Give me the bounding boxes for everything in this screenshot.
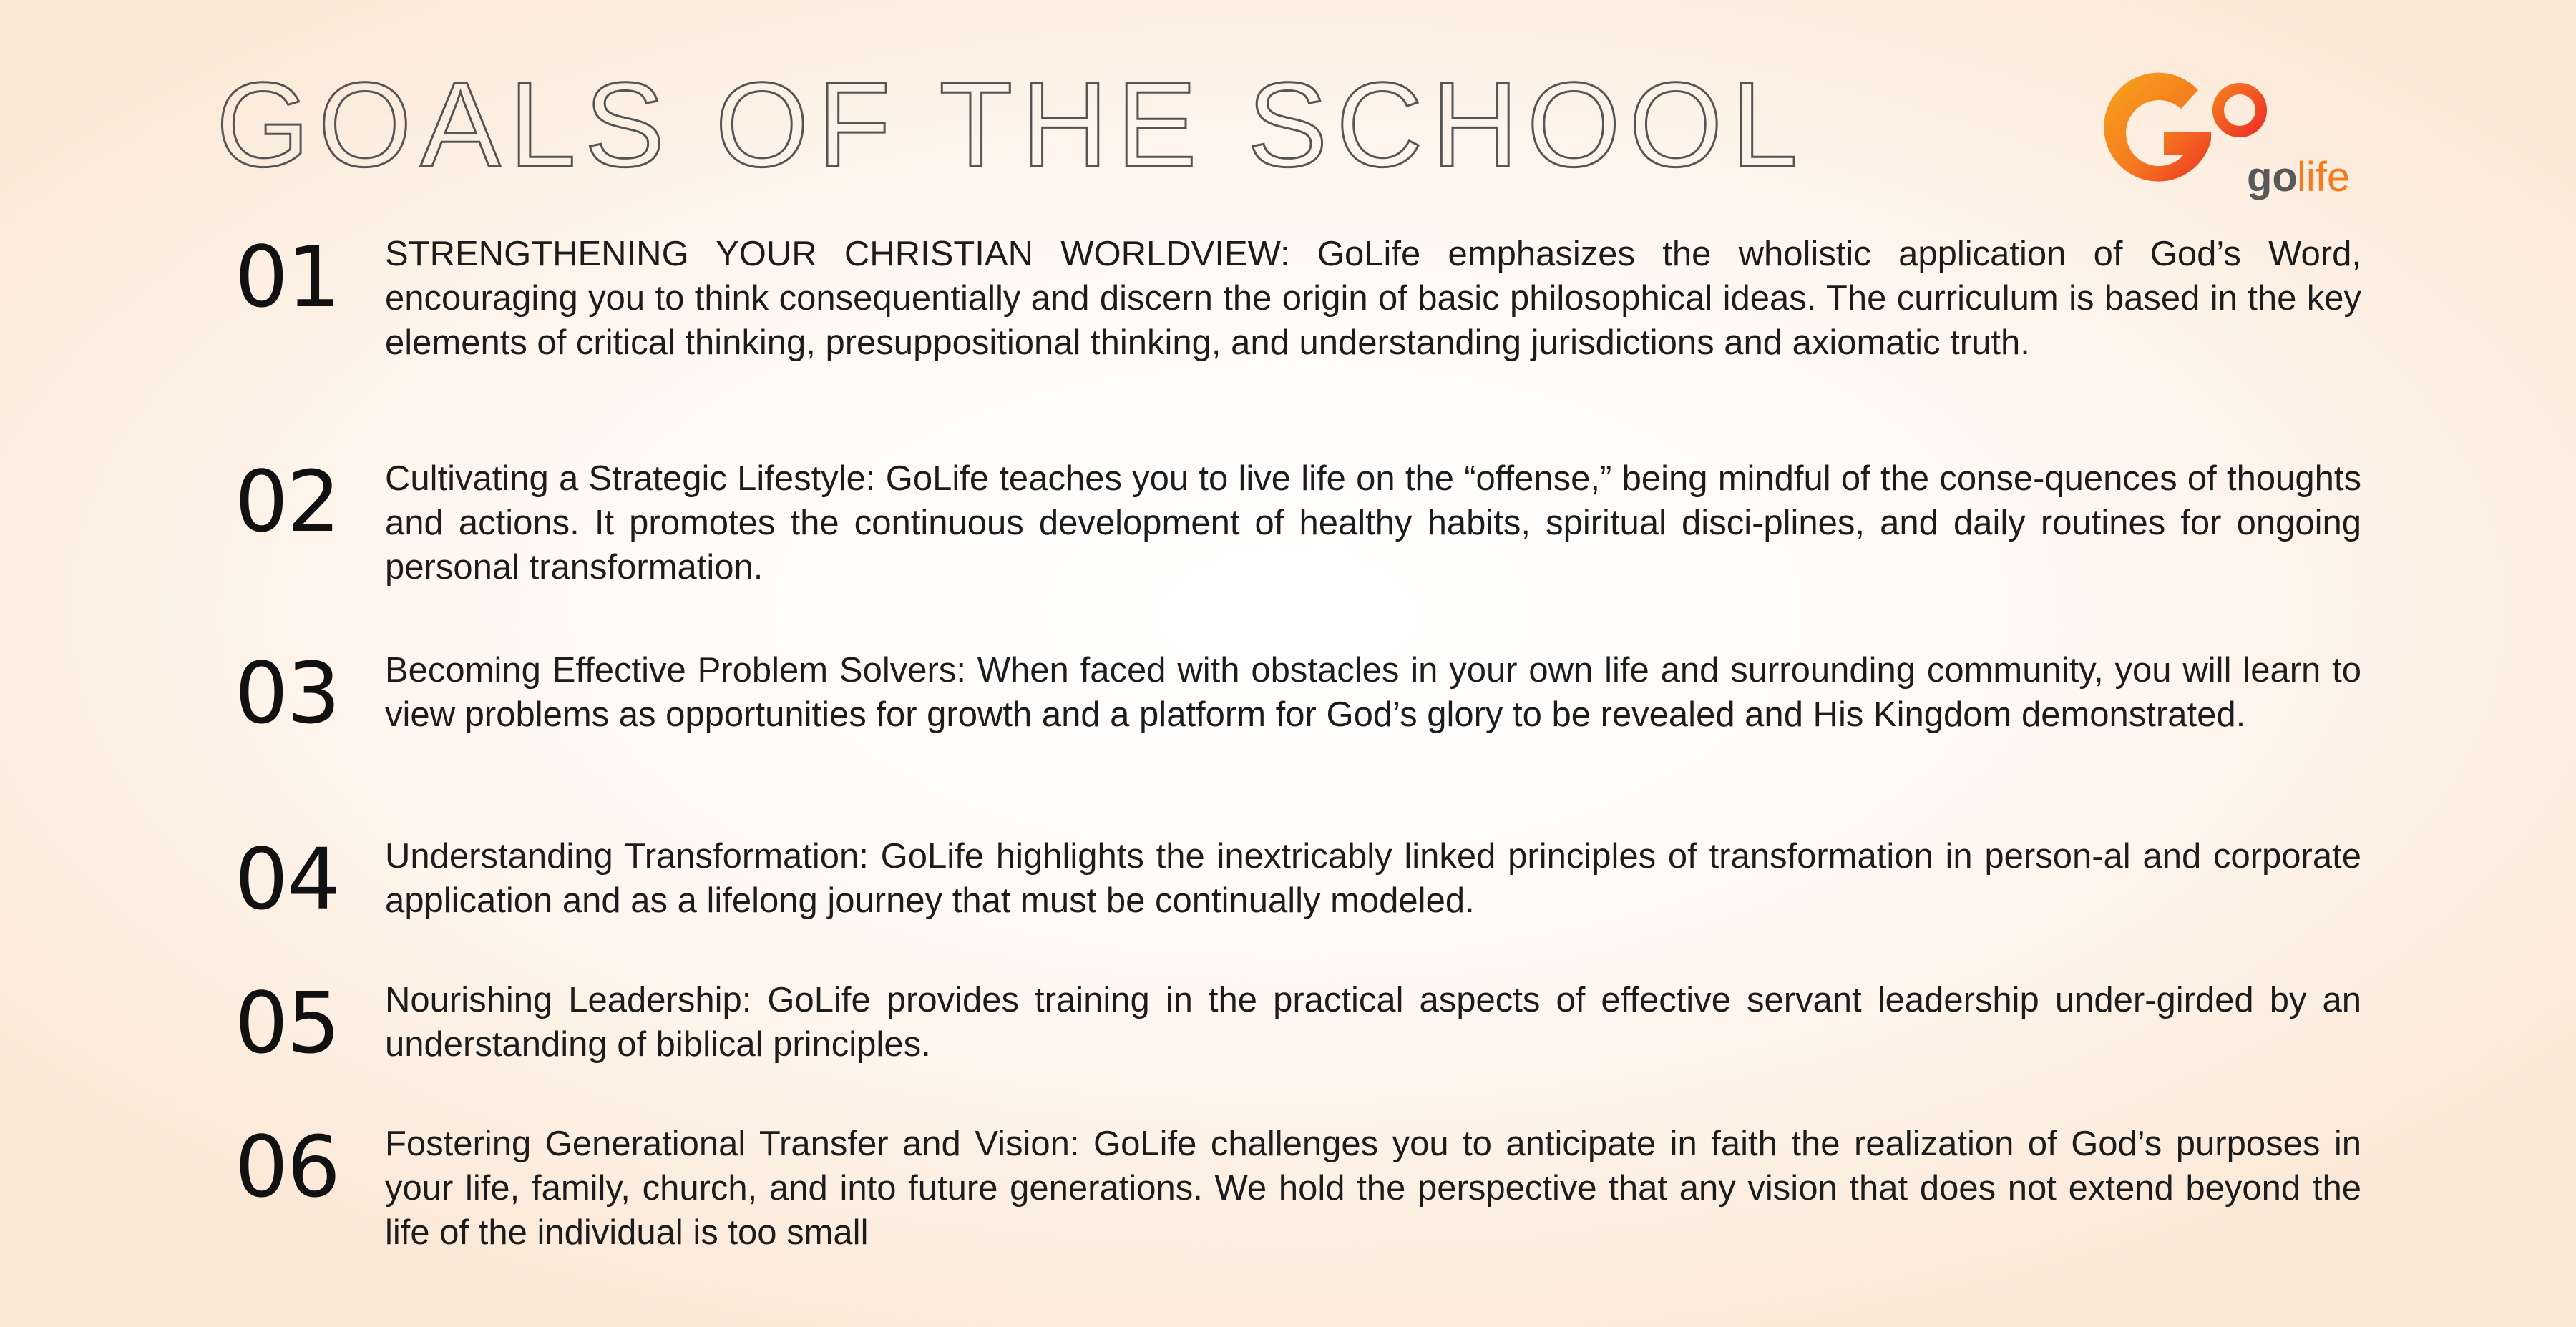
goal-number: 05 <box>234 974 339 1072</box>
logo-wordmark-go: go <box>2247 154 2298 200</box>
goal-body: GoLife highlights the inextricably linked principles of transformation in person-al and corporate application and as a lifelong journey that must be continually modeled. <box>385 837 2361 920</box>
page-title: GOALS OF THE SCHOOL <box>216 57 1807 192</box>
goal-body: GoLife challenges you to anticipate in faith the realization of God’s purposes in your life, family, church, and into future generations. We hold the perspective that any vision that does not extend beyond the life of the individual is too small <box>385 1125 2361 1252</box>
goal-heading: Understanding Transformation: <box>385 837 869 876</box>
goal-heading: Fostering Generational Transfer and Vision: <box>385 1125 1080 1163</box>
goal-heading: Cultivating a Strategic Lifestyle: <box>385 459 876 498</box>
goal-heading: Nourishing Leadership: <box>385 981 752 1019</box>
goal-body: GoLife teaches you to live life on the “offense,” being mindful of the conse-quences of thoughts and actions. It promotes the continuous development of healthy habits, spiritual disci-plines, and daily routines for ongoing personal transformation. <box>385 459 2361 587</box>
goal-number: 04 <box>234 830 339 929</box>
goal-body: GoLife emphasizes the wholistic application of God’s Word, encouraging you to think consequentially and discern the origin of basic philosophical ideas. The curriculum is based in the key elements of critical thinking, presuppositional thinking, and understanding jurisdictions and axiomatic truth. <box>385 235 2361 362</box>
goal-heading: Becoming Effective Problem Solvers: <box>385 651 966 690</box>
goal-body: When faced with obstacles in your own life and surrounding community, you will learn to view problems as opportunities for growth and a platform for God’s glory to be revealed and His Kingdom demonstrated. <box>385 651 2361 734</box>
goal-text <box>385 834 2361 923</box>
goal-number: 01 <box>234 227 339 326</box>
goal-text <box>385 978 2361 1067</box>
logo-wordmark-life: life <box>2297 154 2351 200</box>
goal-number: 06 <box>234 1117 339 1216</box>
goal-number: 02 <box>234 452 339 551</box>
goal-text <box>385 648 2361 737</box>
goal-text <box>385 456 2361 589</box>
goal-number: 03 <box>234 644 339 743</box>
goal-text <box>385 1122 2361 1255</box>
goal-text <box>385 232 2361 365</box>
goal-heading: STRENGTHENING YOUR CHRISTIAN WORLDVIEW: <box>385 235 1290 273</box>
goal-body: GoLife provides training in the practical aspects of effective servant leadership under-girded by an understanding of biblical principles. <box>385 981 2361 1064</box>
